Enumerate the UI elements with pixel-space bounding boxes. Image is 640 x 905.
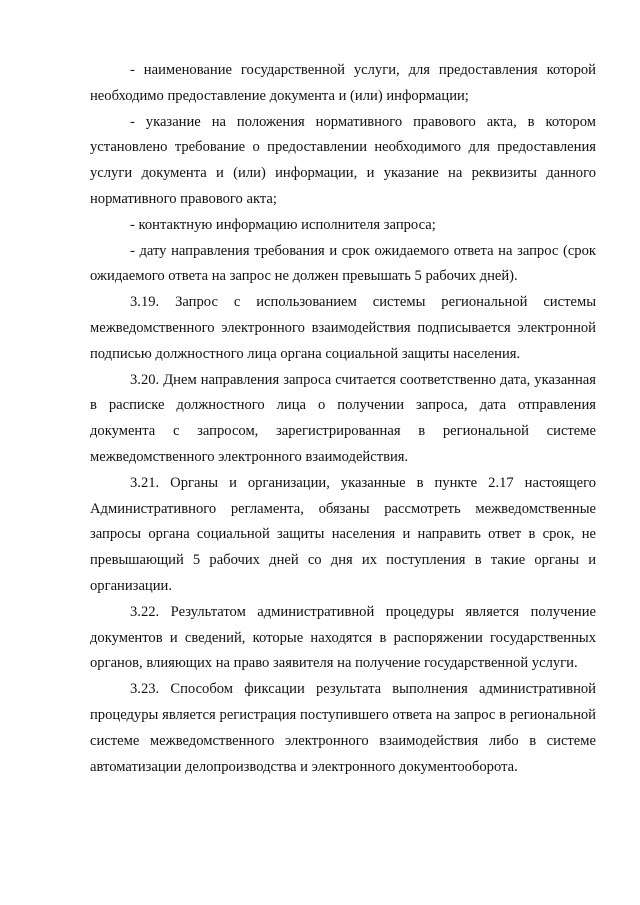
- paragraph-item-naming: - наименование государственной услуги, для предоставления которой необходимо предоставление документа и (или) информации;: [90, 62, 596, 104]
- paragraph-item-date: - дату направления требования и срок ожидаемого ответа на запрос (срок ожидаемого ответа на запрос не должен превышать 5 рабочих дней).: [90, 242, 596, 285]
- paragraph-item-contact: - контактную информацию исполнителя запроса;: [130, 216, 436, 233]
- document-body: [90, 58, 596, 780]
- paragraph-3-21: 3.21. Органы и организации, указанные в пункте 2.17 настоящего Административного регламента, обязаны рассмотреть межведомственные запросы органа социальной защиты населения и направить ответ в срок, не превышающий 5 рабочих дней со дня их поступления в такие органы и организации.: [90, 474, 596, 594]
- paragraph-3-23: 3.23. Способом фиксации результата выполнения административной процедуры является регистрация поступившего ответа на запрос в региональной системе межведомственного электронного взаимодействия либо в системе автоматизации делопроизводства и электронного документооборота.: [90, 681, 596, 775]
- paragraph-3-19: 3.19. Запрос с использованием системы региональной системы межведомственного электронного взаимодействия подписывается электронной подписью должностного лица органа социальной защиты населения.: [90, 294, 596, 362]
- paragraph-3-20: 3.20. Днем направления запроса считается соответственно дата, указанная в расписке должностного лица о получении запроса, дата отправления документа с запросом, зарегистрированная в региональной системе межведомственного электронного взаимодействия.: [90, 371, 596, 465]
- paragraph-3-22: 3.22. Результатом административной процедуры является получение документов и сведений, которые находятся в распоряжении государственных органов, влияющих на право заявителя на получение государственной услуги.: [90, 603, 596, 672]
- paragraph-item-legal-act: - указание на положения нормативного правового акта, в котором установлено требование о предоставлении необходимого для предоставления услуги документа и (или) информации, и указание на реквизиты данного нормативного правового акта;: [90, 113, 596, 207]
